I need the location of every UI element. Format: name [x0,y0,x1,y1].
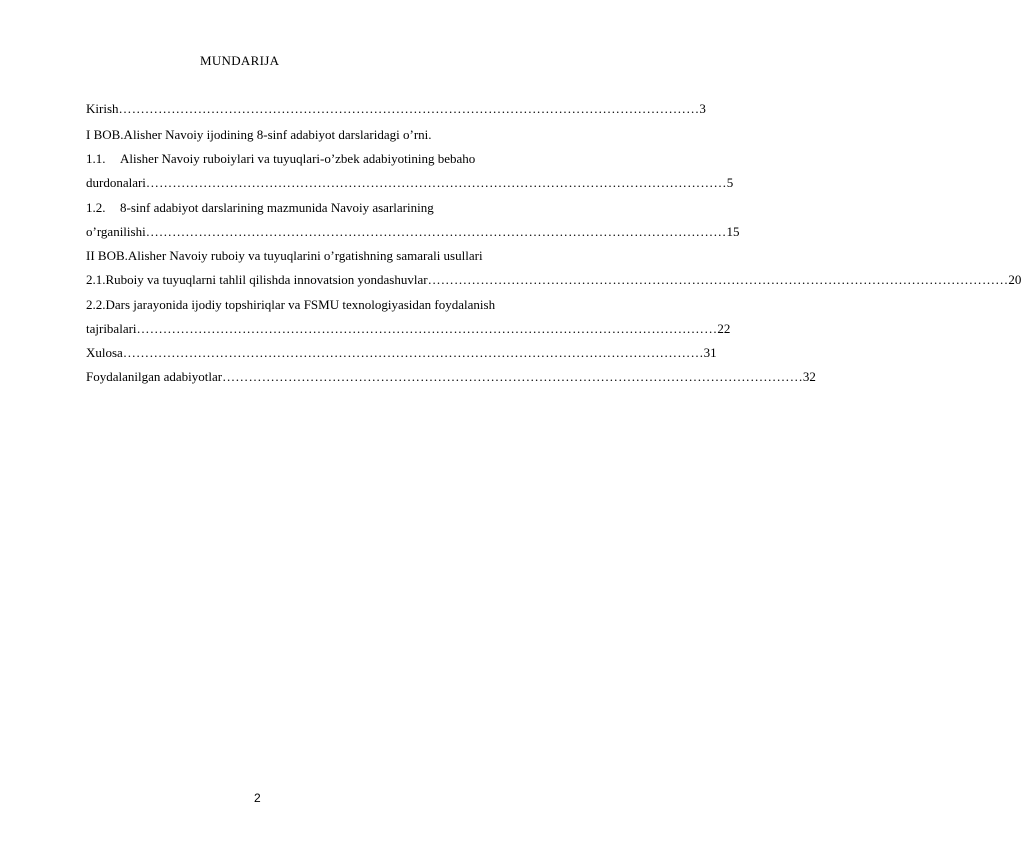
toc-entry-2-1 [86,272,1021,288]
toc-leader-dots: …………………………………………………………………………………………………………………… [118,101,700,116]
toc-entry-references [86,369,816,385]
toc-entry-1-2-continued [86,224,740,240]
toc-leader-dots: …………………………………………………………………………………………………………………… [145,224,727,239]
toc-entry-text: Kirish [86,101,119,116]
toc-entry-text: Xulosa [86,345,123,360]
toc-entry-text: Foydalanilgan adabiyotlar [86,369,223,384]
toc-entry-1-1-continued [86,175,734,191]
toc-leader-dots: …………………………………………………………………………………………………………………… [136,321,718,336]
toc-entry-text: o’rganilishi [86,224,146,239]
toc-entry-text: tajribalari [86,321,137,336]
toc-entry-text: 8-sinf adabiyot darslarining mazmunida Navoiy asarlarining [120,200,434,215]
toc-leader-dots: …………………………………………………………………………………………………………………… [427,272,1009,287]
toc-entry-text: Alisher Navoiy ruboiylari va tuyuqlari-o’zbek adabiyotining bebaho [120,151,476,166]
toc-entry-page: 20 [1008,272,1021,287]
toc-entry-1-1 [86,151,475,167]
toc-leader-dots: …………………………………………………………………………………………………………………… [145,175,727,190]
toc-entry-text: durdonalari [86,175,146,190]
toc-entry-page: 31 [703,345,717,360]
toc-entry-kirish [86,101,706,117]
toc-entry-page: 22 [717,321,731,336]
toc-entry-page: 15 [726,224,740,239]
toc-entry-text: I BOB.Alisher Navoiy ijodining 8-sinf adabiyot darslaridagi o’rni. [86,127,432,142]
toc-entry-2-2 [86,297,495,313]
toc-entry-1-2 [86,200,434,216]
toc-entry-page: 3 [699,101,706,116]
toc-entry-number: 1.1. [86,151,106,166]
toc-entry-text: 2.1.Ruboiy va tuyuqlarni tahlil qilishda innovatsion yondashuvlar [86,272,428,287]
toc-entry-page: 5 [726,175,734,190]
toc-entry-text: 2.2.Dars jarayonida ijodiy topshiriqlar va FSMU texnologiyasidan foydalanish [86,297,496,312]
toc-entry-number: 1.2. [86,200,106,215]
toc-entry-2-2-continued [86,321,731,337]
toc-entry-text: II BOB.Alisher Navoiy ruboiy va tuyuqlarini o’rgatishning samarali usullari [86,248,483,263]
toc-entry-page: 32 [802,369,816,384]
toc-leader-dots: …………………………………………………………………………………………………………………… [222,369,803,384]
toc-entry-chapter-2 [86,248,483,264]
page-number: 2 [254,791,261,805]
toc-entry-xulosa [86,345,717,361]
toc-title: MUNDARIJA [200,53,280,68]
toc-leader-dots: …………………………………………………………………………………………………………………… [122,345,704,360]
toc-entry-chapter-1 [86,127,432,143]
